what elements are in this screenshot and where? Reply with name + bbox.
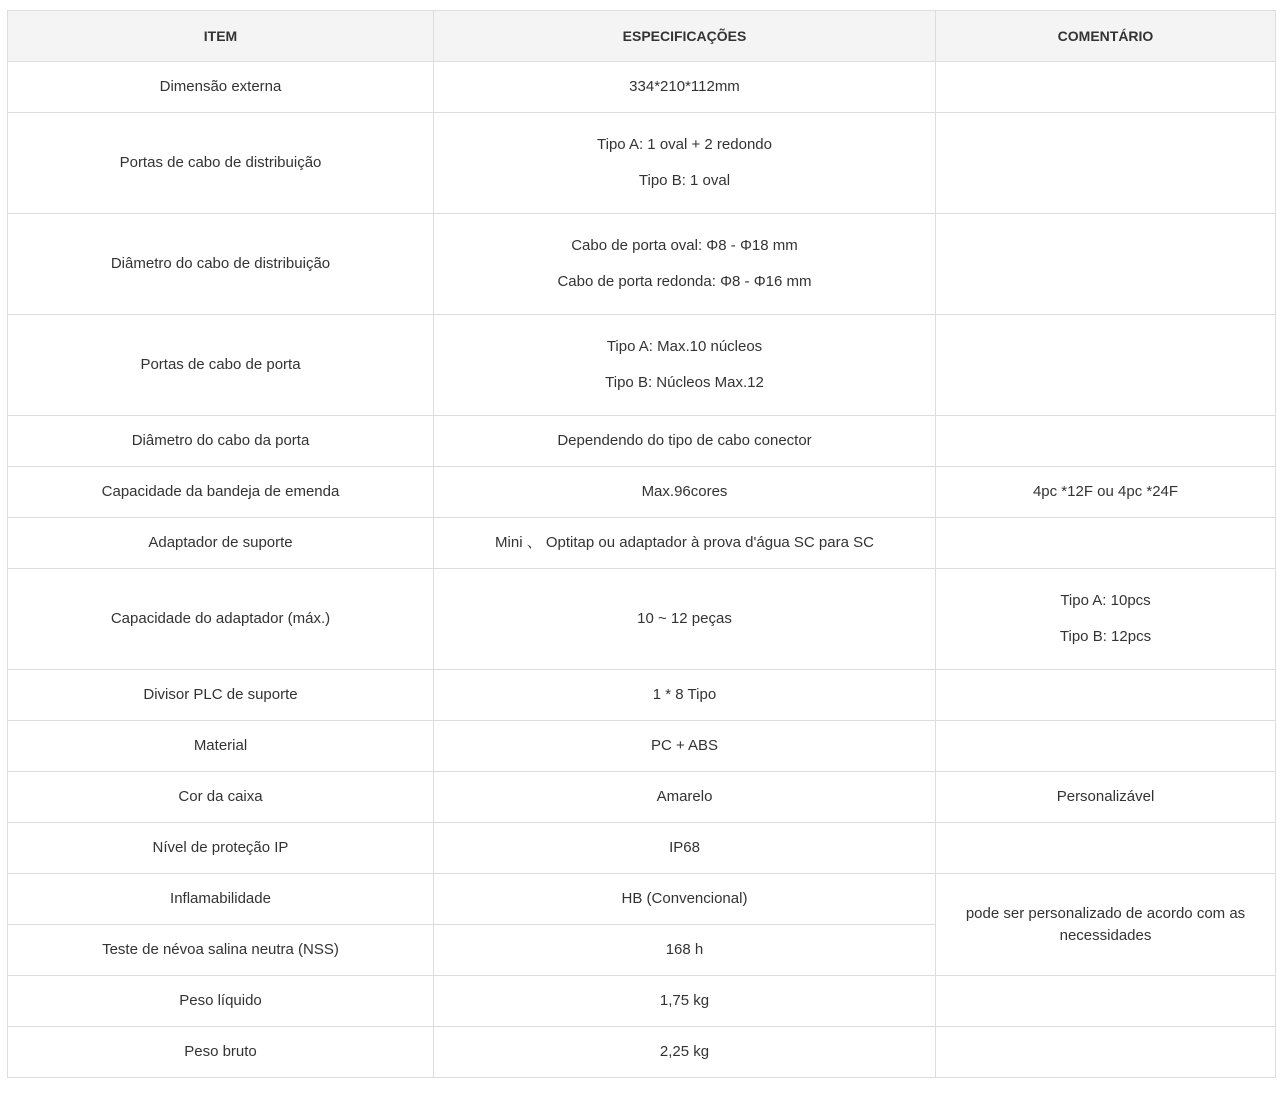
spec-cell [434,569,936,670]
table-row [8,113,1276,214]
spec-line: Tipo A: Max.10 núcleos [606,338,763,355]
spec-cell [434,874,936,925]
table-row [8,976,1276,1027]
comment-line: Tipo A: 10pcs [1060,592,1151,609]
comment-cell [936,518,1276,569]
header-comment: COMENTÁRIO [936,11,1276,62]
item-cell: Diâmetro do cabo da porta [8,416,434,467]
table-row [8,416,1276,467]
spec-line: Dependendo do tipo de cabo conector [557,432,812,449]
table-row [8,518,1276,569]
comment-cell [936,416,1276,467]
table-row [8,315,1276,416]
header-row [8,11,1276,62]
header-item: ITEM [8,11,434,62]
spec-line: Tipo B: Núcleos Max.12 [605,374,764,391]
item-cell: Teste de névoa salina neutra (NSS) [8,925,434,976]
item-cell: Adaptador de suporte [8,518,434,569]
item-cell: Divisor PLC de suporte [8,670,434,721]
spec-cell [434,62,936,113]
item-cell: Dimensão externa [8,62,434,113]
spec-line: Tipo A: 1 oval + 2 redondo [597,136,772,153]
spec-cell [434,976,936,1027]
comment-line: Tipo B: 12pcs [1059,628,1152,645]
item-cell: Peso líquido [8,976,434,1027]
comment-cell [936,823,1276,874]
spec-line: Amarelo [656,788,713,805]
table-row [8,670,1276,721]
spec-cell [434,772,936,823]
item-cell: Portas de cabo de distribuição [8,113,434,214]
spec-table-container [7,10,1275,1078]
spec-cell [434,416,936,467]
comment-cell [936,772,1276,823]
spec-line: Mini 、 Optitap ou adaptador à prova d'água SC para SC [495,534,874,551]
comment-cell [936,569,1276,670]
table-row [8,823,1276,874]
table-row [8,569,1276,670]
spec-cell [434,925,936,976]
spec-line: 10 ~ 12 peças [637,610,732,627]
table-row [8,214,1276,315]
spec-line: IP68 [669,839,700,856]
comment-line: Personalizável [1056,788,1155,805]
spec-cell [434,467,936,518]
spec-line: 2,25 kg [659,1043,710,1060]
spec-line: PC + ABS [650,737,719,754]
comment-line: 4pc *12F ou 4pc *24F [1032,483,1179,500]
item-cell: Cor da caixa [8,772,434,823]
table-row [8,467,1276,518]
table-row [8,772,1276,823]
spec-cell [434,823,936,874]
table-row [8,874,1276,925]
spec-cell [434,721,936,772]
spec-line: Tipo B: 1 oval [638,172,731,189]
spec-cell [434,214,936,315]
item-cell: Peso bruto [8,1027,434,1078]
spec-line: 1,75 kg [659,992,710,1009]
item-cell: Nível de proteção IP [8,823,434,874]
spec-line: 1 * 8 Tipo [652,686,717,703]
table-row [8,721,1276,772]
comment-cell [936,62,1276,113]
header-specifications: ESPECIFICAÇÕES [434,11,936,62]
item-cell: Inflamabilidade [8,874,434,925]
spec-line: Cabo de porta redonda: Φ8 - Φ16 mm [557,273,812,290]
item-cell: Capacidade da bandeja de emenda [8,467,434,518]
spec-line: 334*210*112mm [629,78,740,95]
item-cell: Portas de cabo de porta [8,315,434,416]
comment-line: pode ser personalizado de acordo com as necessidades [965,904,1246,944]
spec-table [7,10,1276,1078]
table-body [8,62,1276,1078]
spec-line: HB (Convencional) [621,890,748,907]
table-header [8,11,1276,62]
comment-cell [936,721,1276,772]
comment-cell [936,315,1276,416]
comment-cell [936,214,1276,315]
spec-line: Max.96cores [641,483,728,500]
spec-cell [434,518,936,569]
comment-cell [936,113,1276,214]
item-cell: Diâmetro do cabo de distribuição [8,214,434,315]
spec-cell [434,315,936,416]
spec-cell [434,670,936,721]
item-cell: Material [8,721,434,772]
comment-cell [936,670,1276,721]
spec-line: Cabo de porta oval: Φ8 - Φ18 mm [571,237,798,254]
spec-cell [434,113,936,214]
table-row [8,1027,1276,1078]
comment-cell [936,976,1276,1027]
item-cell: Capacidade do adaptador (máx.) [8,569,434,670]
spec-line: 168 h [665,941,704,958]
comment-cell [936,1027,1276,1078]
spec-cell [434,1027,936,1078]
comment-cell-merged [936,874,1276,976]
table-row [8,62,1276,113]
comment-cell [936,467,1276,518]
